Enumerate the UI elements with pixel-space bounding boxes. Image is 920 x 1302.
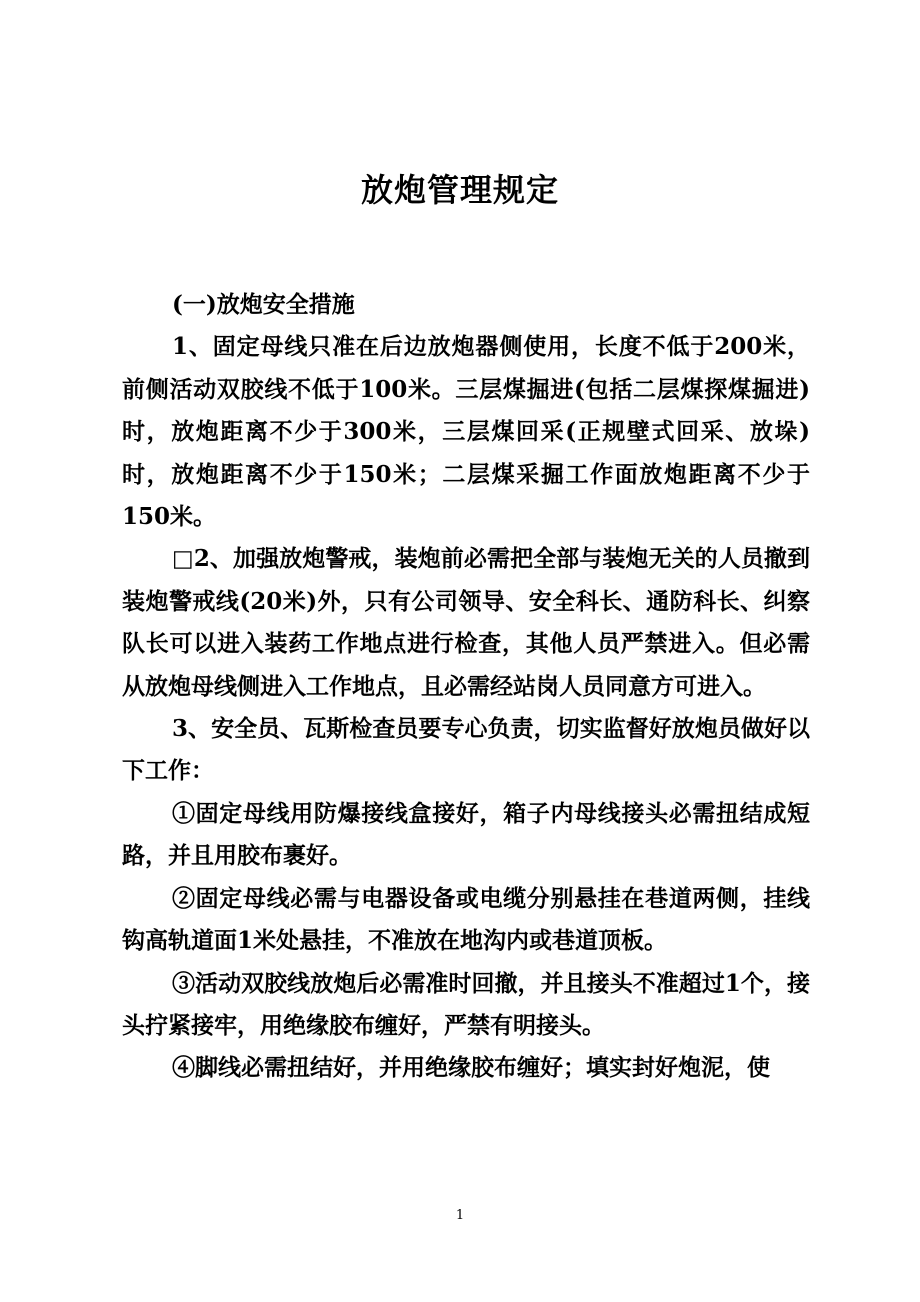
page-number: 1: [455, 1208, 465, 1223]
paragraph-item-2: □2、加强放炮警戒，装炮前必需把全部与装炮无关的人员撤到装炮警戒线(20米)外，只有公司领导、安全科长、通防科长、纠察队长可以进入装药工作地点进行检查，其他人员严禁进入。但必需从放炮母线侧进入工作地点，且必需经站岗人员同意方可进入。: [122, 545, 810, 700]
document-title: 放炮管理规定: [360, 171, 559, 209]
paragraph-subitem-1: ①固定母线用防爆接线盒接好，箱子内母线接头必需扭结成短路，并且用胶布裹好。: [122, 799, 810, 870]
document-body: [122, 284, 810, 1090]
paragraph-subitem-4: ④脚线必需扭结好，并用绝缘胶布缠好；填实封好炮泥，使: [172, 1054, 770, 1082]
paragraph-item-1: 1、固定母线只准在后边放炮器侧使用，长度不低于200米，前侧活动双胶线不低于100米。三层煤掘进(包括二层煤探煤掘进)时，放炮距离不少于300米，三层煤回采(正规壁式回采、放垛)时，放炮距离不少于150米；二层煤采掘工作面放炮距离不少于150米。: [122, 333, 810, 531]
paragraph-subitem-2: ②固定母线必需与电器设备或电缆分别悬挂在巷道两侧，挂线钩高轨道面1米处悬挂，不准放在地沟内或巷道顶板。: [122, 884, 810, 955]
paragraph-subitem-3: ③活动双胶线放炮后必需准时回撤，并且接头不准超过1个，接头拧紧接牢，用绝缘胶布缠好，严禁有明接头。: [122, 969, 810, 1039]
paragraph-item-3: 3、安全员、瓦斯检查员要专心负责，切实监督好放炮员做好以下工作：: [122, 715, 810, 785]
section-heading: (一)放炮安全措施: [172, 291, 355, 318]
